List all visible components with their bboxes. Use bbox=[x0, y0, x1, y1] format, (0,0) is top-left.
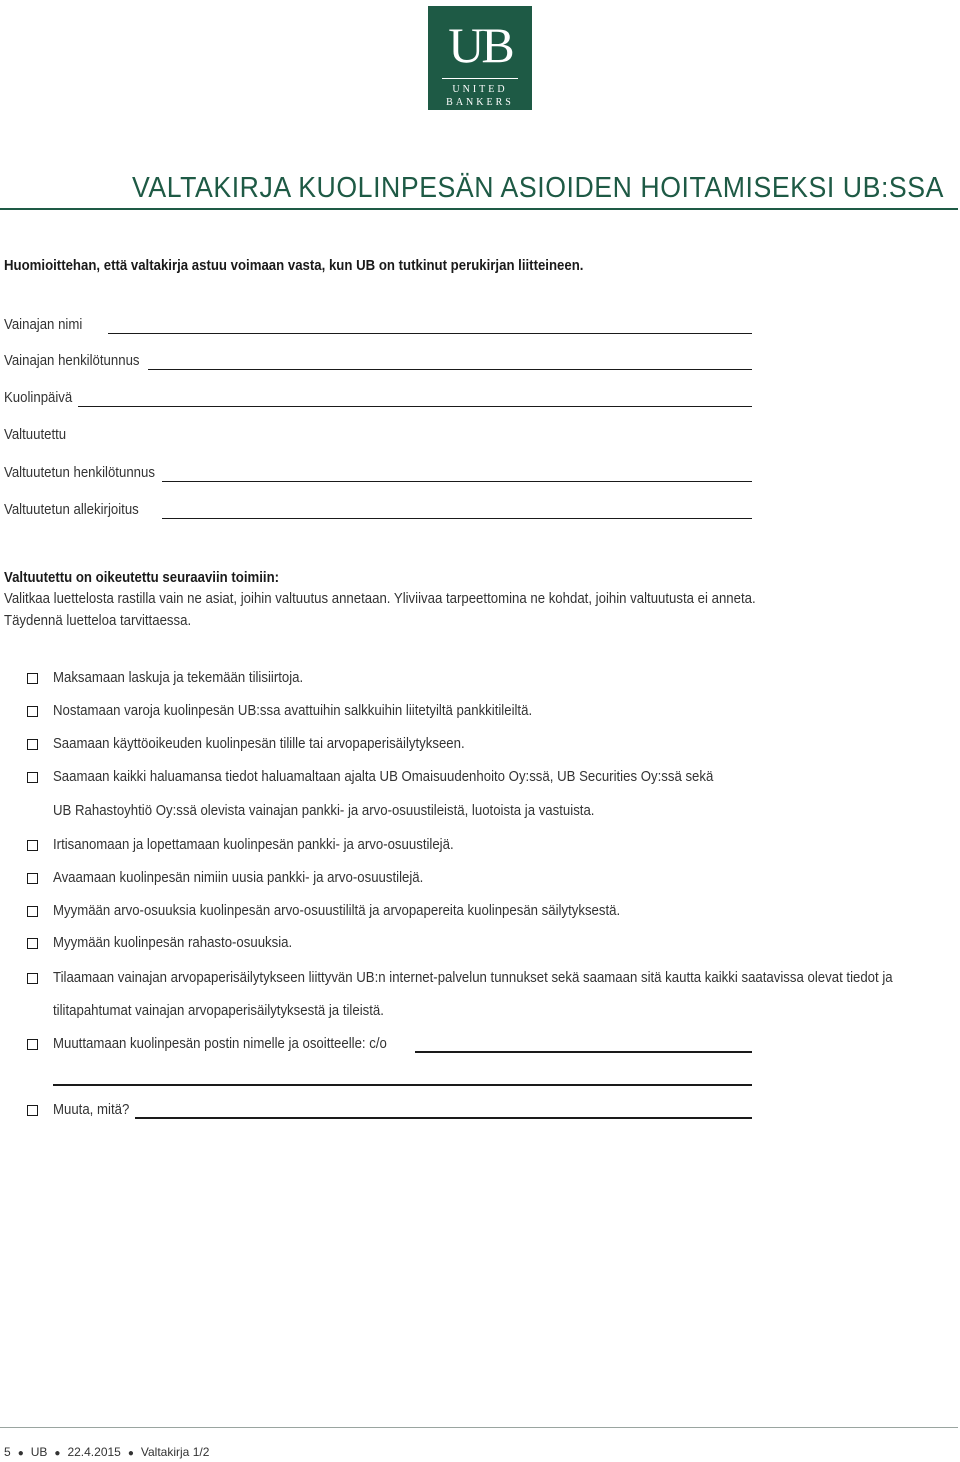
ub-logo bbox=[428, 6, 532, 110]
checklist-item-label: Myymään kuolinpesän rahasto-osuuksia. bbox=[53, 934, 293, 951]
field-attorney-signature bbox=[4, 499, 752, 521]
field-label: Valtuutetun allekirjoitus bbox=[4, 501, 139, 518]
checkbox[interactable] bbox=[27, 873, 38, 884]
date-of-death-input-line[interactable] bbox=[78, 406, 752, 408]
authorization-instruction: Täydennä luetteloa tarvittaessa. bbox=[4, 612, 192, 629]
bullet-icon: ● bbox=[127, 1448, 134, 1459]
checklist-item-label: Muuttamaan kuolinpesän postin nimelle ja osoitteelle: c/o bbox=[53, 1035, 387, 1052]
bullet-icon: ● bbox=[17, 1448, 24, 1459]
authorization-instruction: Valitkaa luettelosta rastilla vain ne asiat, joihin valtuutus annetaan. Yliviivaa tarpeettomina ne kohdat, joihin valtuutusta ei anneta. bbox=[4, 590, 756, 607]
field-attorney bbox=[4, 424, 752, 446]
footer-doc-name: Valtakirja 1/2 bbox=[140, 1445, 210, 1459]
footer-date: 22.4.2015 bbox=[67, 1445, 121, 1459]
attorney-id-input-line[interactable] bbox=[162, 481, 752, 483]
title-divider bbox=[0, 208, 958, 210]
logo-divider bbox=[442, 78, 518, 79]
checklist-item-label: Avaamaan kuolinpesän nimiin uusia pankki- ja arvo-osuustilejä. bbox=[53, 869, 424, 886]
checkbox[interactable] bbox=[27, 1105, 38, 1116]
page-number: 5 bbox=[4, 1445, 11, 1459]
checklist-item-label-continued: UB Rahastoyhtiö Oy:ssä olevista vainajan pankki- ja arvo-osuustileistä, luotoista ja vastuista. bbox=[53, 802, 595, 819]
checkbox[interactable] bbox=[27, 973, 38, 984]
checkbox[interactable] bbox=[27, 906, 38, 917]
field-label: Vainajan henkilötunnus bbox=[4, 352, 140, 369]
checklist-item-label: Muuta, mitä? bbox=[53, 1101, 130, 1118]
checklist-item-label: Irtisanomaan ja lopettamaan kuolinpesän pankki- ja arvo-osuustilejä. bbox=[53, 836, 454, 853]
deceased-id-input-line[interactable] bbox=[148, 369, 752, 371]
page-title: VALTAKIRJA KUOLINPESÄN ASIOIDEN HOITAMISEKSI UB:SSA bbox=[132, 172, 944, 204]
logo-word-bankers: BANKERS bbox=[446, 97, 514, 108]
bullet-icon: ● bbox=[54, 1448, 61, 1459]
logo-word-united: UNITED bbox=[452, 84, 508, 95]
authorization-heading: Valtuutettu on oikeutettu seuraaviin toimiin: bbox=[4, 569, 280, 586]
field-date-of-death bbox=[4, 387, 752, 409]
field-deceased-name bbox=[4, 314, 752, 336]
checklist-item-label: Saamaan kaikki haluamansa tiedot haluamaltaan ajalta UB Omaisuudenhoito Oy:ssä, UB Securities Oy:ssä sekä bbox=[53, 768, 714, 785]
checklist-item-label: Nostamaan varoja kuolinpesän UB:ssa avattuihin salkkuihin liitetyiltä pankkitileiltä. bbox=[53, 702, 533, 719]
checkbox[interactable] bbox=[27, 772, 38, 783]
address-input-line[interactable] bbox=[415, 1051, 752, 1053]
deceased-name-input-line[interactable] bbox=[108, 333, 752, 335]
footer bbox=[4, 1444, 209, 1462]
checklist-item-label-continued: tilitapahtumat vainajan arvopaperisäilytyksestä ja tileistä. bbox=[53, 1002, 384, 1019]
field-attorney-id bbox=[4, 462, 752, 484]
field-label: Valtuutettu bbox=[4, 426, 67, 443]
attorney-signature-line[interactable] bbox=[162, 518, 752, 520]
checkbox[interactable] bbox=[27, 706, 38, 717]
field-label: Valtuutetun henkilötunnus bbox=[4, 464, 155, 481]
checkbox[interactable] bbox=[27, 739, 38, 750]
checkbox[interactable] bbox=[27, 840, 38, 851]
footer-divider bbox=[0, 1427, 958, 1428]
notice-text: Huomioittehan, että valtakirja astuu voimaan vasta, kun UB on tutkinut perukirjan liitteineen. bbox=[4, 257, 584, 274]
checkbox[interactable] bbox=[27, 673, 38, 684]
checklist-item-label: Myymään arvo-osuuksia kuolinpesän arvo-osuustililtä ja arvopapereita kuolinpesän säilytyksestä. bbox=[53, 902, 621, 919]
field-label: Kuolinpäivä bbox=[4, 389, 73, 406]
checkbox[interactable] bbox=[27, 1039, 38, 1050]
checklist-item-label: Maksamaan laskuja ja tekemään tilisiirtoja. bbox=[53, 669, 304, 686]
checklist-item-label: Saamaan käyttöoikeuden kuolinpesän tilille tai arvopaperisäilytykseen. bbox=[53, 735, 465, 752]
address-input-line-2[interactable] bbox=[53, 1084, 752, 1086]
checkbox[interactable] bbox=[27, 938, 38, 949]
other-input-line[interactable] bbox=[135, 1117, 752, 1119]
field-deceased-id bbox=[4, 350, 752, 372]
field-label: Vainajan nimi bbox=[4, 316, 83, 333]
logo-monogram: UB bbox=[448, 17, 512, 73]
footer-org: UB bbox=[30, 1445, 48, 1459]
checklist-item-label: Tilaamaan vainajan arvopaperisäilytykseen liittyvän UB:n internet-palvelun tunnukset sekä saamaan sitä kautta kaikki saatavissa olevat tiedot ja bbox=[53, 969, 893, 986]
